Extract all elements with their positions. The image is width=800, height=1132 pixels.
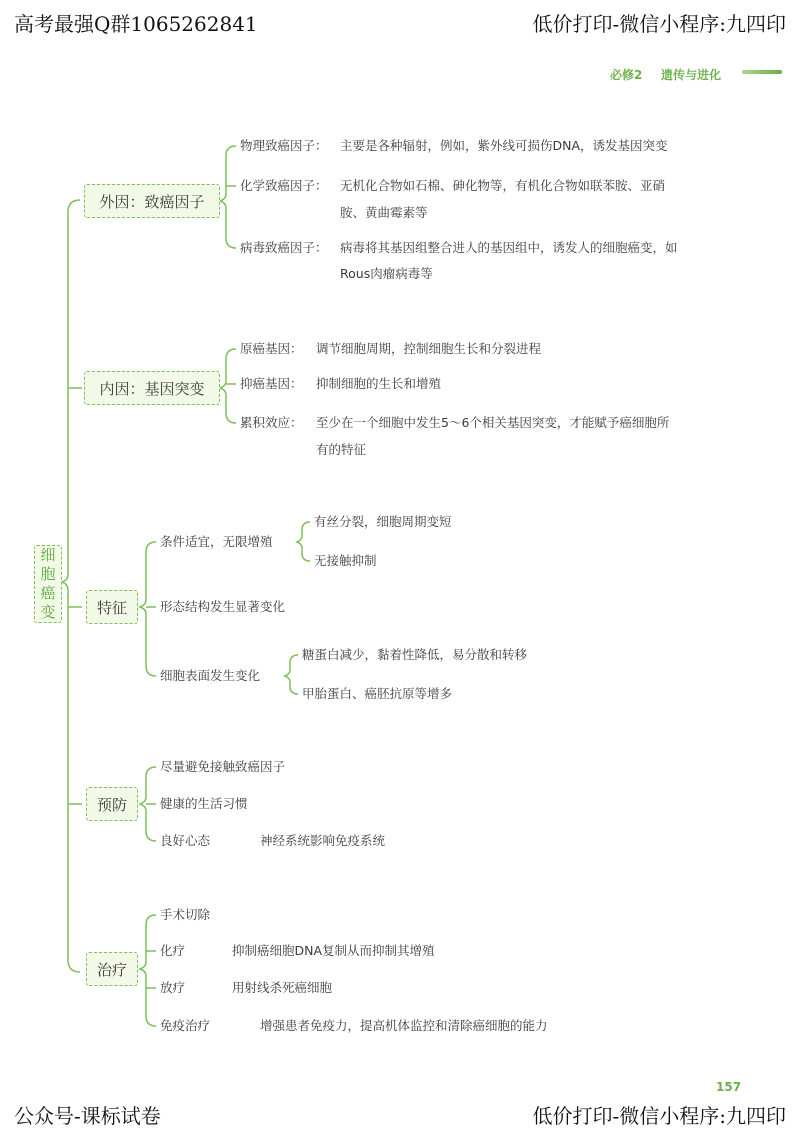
internal-item-title: 原癌基因： (240, 341, 303, 356)
features-sub1-brace (297, 522, 310, 561)
treatment-item: 手术切除 (160, 907, 211, 922)
features-sub-item: 糖蛋白减少，黏着性降低，易分散和转移 (302, 647, 528, 662)
features-brace (140, 542, 156, 676)
features-sub-item: 有丝分裂，细胞周期变短 (314, 514, 452, 529)
treatment-item: 化疗 (160, 943, 186, 958)
prevention-item: 尽量避免接触致癌因子 (160, 759, 286, 774)
features-item: 形态结构发生显著变化 (160, 599, 286, 614)
internal-item-title: 累积效应： (240, 415, 303, 430)
branch-treatment: 治疗 (86, 952, 138, 986)
watermark-top-left: 高考最强Q群1065262841 (14, 12, 258, 36)
external-item-title: 物理致癌因子： (240, 138, 328, 153)
prevention-item: 良好心态 (160, 833, 211, 848)
header-chapter: 遗传与进化 (661, 68, 722, 82)
prevention-item: 健康的生活习惯 (160, 796, 248, 811)
branch-features: 特征 (86, 590, 138, 624)
features-sub-item: 无接触抑制 (314, 553, 377, 568)
internal-item-text: 调节细胞周期，控制细胞生长和分裂进程 (316, 341, 542, 356)
external-item-text: 无机化合物如石棉、砷化物等，有机化合物如联苯胺、亚硝 (340, 178, 666, 193)
watermark-bottom-right: 低价打印-微信小程序:九四印 (532, 1104, 786, 1128)
external-item-text: 主要是各种辐射，例如，紫外线可损伤DNA，诱发基因突变 (340, 138, 668, 153)
external-item-text: Rous肉瘤病毒等 (340, 266, 433, 281)
external-brace (220, 146, 236, 248)
external-item-text: 病毒将其基因组整合进人的基因组中，诱发人的细胞癌变，如 (340, 240, 678, 255)
features-sub3-brace (285, 655, 298, 694)
root-node (34, 545, 62, 623)
external-item-title: 化学致癌因子： (240, 178, 328, 193)
features-item: 细胞表面发生变化 (160, 668, 261, 683)
branch-internal: 内因：基因突变 (84, 371, 220, 405)
root-char: 胞 (40, 565, 56, 583)
treatment-brace (140, 915, 156, 1026)
treatment-item-detail: 用射线杀死癌细胞 (232, 980, 333, 995)
treatment-item-detail: 增强患者免疫力，提高机体监控和清除癌细胞的能力 (260, 1018, 548, 1033)
external-item-title: 病毒致癌因子： (240, 240, 328, 255)
internal-brace (220, 349, 236, 423)
root-char: 细 (40, 546, 56, 564)
root-brace (62, 200, 80, 972)
branch-prevention: 预防 (86, 787, 138, 821)
page-number: 157 (716, 1080, 742, 1094)
internal-item-text: 有的特征 (316, 442, 367, 457)
features-sub-item: 甲胎蛋白、癌胚抗原等增多 (302, 686, 453, 701)
header-book: 必修2 (610, 68, 643, 82)
features-item: 条件适宜，无限增殖 (160, 534, 273, 549)
watermark-top-right: 低价打印-微信小程序:九四印 (532, 12, 786, 36)
internal-item-title: 抑癌基因： (240, 376, 303, 391)
treatment-item-detail: 抑制癌细胞DNA复制从而抑制其增殖 (232, 943, 435, 958)
internal-item-text: 抑制细胞的生长和增殖 (316, 376, 442, 391)
prevention-item-detail: 神经系统影响免疫系统 (260, 833, 386, 848)
root-char: 癌 (40, 584, 56, 602)
external-item-text: 胺、黄曲霉素等 (340, 205, 428, 220)
treatment-item: 放疗 (160, 980, 186, 995)
treatment-item: 免疫治疗 (160, 1018, 211, 1033)
branch-external: 外因：致癌因子 (84, 184, 220, 218)
root-char: 变 (40, 603, 56, 621)
internal-item-text: 至少在一个细胞中发生5～6个相关基因突变，才能赋予癌细胞所 (316, 415, 670, 430)
watermark-bottom-left: 公众号-课标试卷 (14, 1104, 161, 1128)
